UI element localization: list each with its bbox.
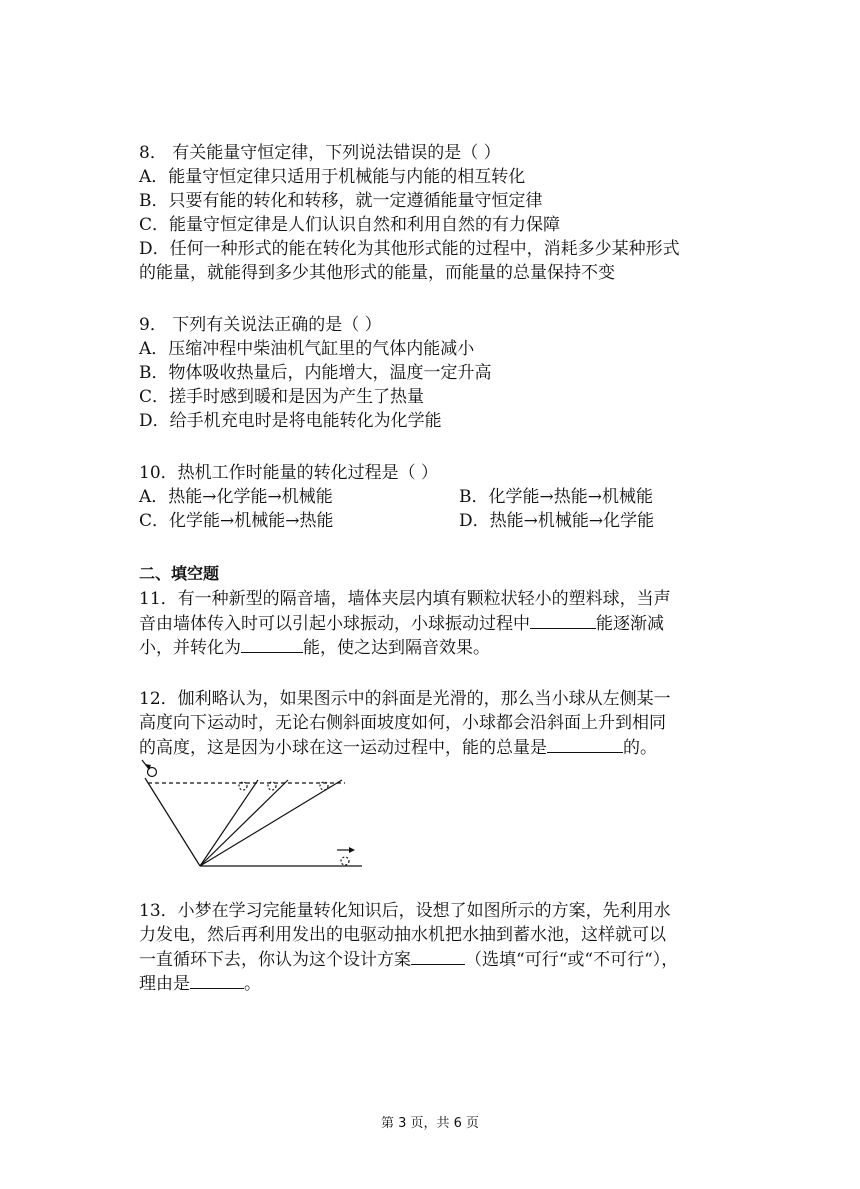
q10-option-a: A．热能→化学能→机械能 [139, 487, 333, 507]
q9-stem: 9． 下列有关说法正确的是（ ） [139, 315, 382, 335]
q10-option-b: B．化学能→热能→机械能 [459, 487, 653, 507]
q11-line2-text-b: 能逐渐减 [596, 614, 664, 634]
q12-line3-text-a: 的高度，这是因为小球在这一运动过程中，能的总量是 [139, 738, 547, 758]
q8-stem: 8． 有关能量守恒定律，下列说法错误的是（ ） [139, 143, 501, 163]
q11-line2 [139, 611, 664, 636]
ball-ghost-floor [341, 857, 349, 865]
q10-option-d: D．热能→机械能→化学能 [459, 511, 655, 531]
q11-blank-1 [530, 611, 596, 629]
q13-line4-text-a: 理由是 [139, 974, 190, 994]
q13-line2: 力发电，然后再利用发出的电驱动抽水机把水抽到蓄水池，这样就可以 [139, 925, 666, 945]
q9-option-d: D．给手机充电时是将电能转化为化学能 [139, 411, 442, 431]
q13-line3 [139, 947, 678, 972]
q13-line4-text-b: 。 [244, 974, 261, 994]
right-incline-medium [200, 780, 288, 866]
q12-line3 [139, 735, 657, 760]
q8-option-a: A．能量守恒定律只适用于机械能与内能的相互转化 [139, 167, 526, 187]
right-incline-steep [200, 780, 258, 866]
inclined-plane-figure [140, 758, 365, 870]
left-incline [145, 778, 200, 866]
q13-blank-1 [411, 947, 465, 965]
q12-line2: 高度向下运动时，无论右侧斜面坡度如何，小球都会沿斜面上升到相同 [139, 713, 666, 733]
q12-blank [547, 735, 623, 753]
q13-line4 [139, 971, 261, 996]
q11-line3-text-b: 能，使之达到隔音效果。 [303, 638, 490, 658]
q12-line1: 12．伽利略认为，如果图示中的斜面是光滑的，那么当小球从左侧某一 [139, 689, 671, 709]
q11-blank-2 [241, 635, 303, 653]
q10-option-c: C．化学能→机械能→热能 [139, 511, 334, 531]
q11-line3 [139, 635, 490, 660]
q8-option-d-line2: 的能量，就能得到多少其他形式的能量，而能量的总量保持不变 [139, 263, 615, 283]
q8-option-d-line1: D．任何一种形式的能在转化为其他形式能的过程中，消耗多少某种形式 [139, 239, 680, 259]
right-incline-gentle [200, 780, 342, 866]
q9-option-a: A．压缩冲程中柴油机气缸里的气体内能减小 [139, 339, 475, 359]
section-heading-fill-in: 二、填空题 [139, 564, 220, 583]
q8-option-b: B．只要有能的转化和转移，就一定遵循能量守恒定律 [139, 191, 543, 211]
q12-line3-text-b: 的。 [623, 738, 657, 758]
q13-line3-text-a: 一直循环下去，你认为这个设计方案 [139, 950, 411, 970]
q11-line2-text-a: 音由墙体传入时可以引起小球振动，小球振动过程中 [139, 614, 530, 634]
q13-line3-text-b: （选填“可行“或“不可行“）， [465, 950, 679, 970]
q13-blank-2 [190, 971, 244, 989]
q11-line3-text-a: 小，并转化为 [139, 638, 241, 658]
q13-line1: 13．小梦在学习完能量转化知识后，设想了如图所示的方案，先利用水 [139, 901, 671, 921]
q11-line1: 11．有一种新型的隔音墙，墙体夹层内填有颗粒状轻小的塑料球，当声 [139, 589, 671, 609]
floor-arrow-head [349, 847, 355, 853]
page-footer: 第 3 页，共 6 页 [380, 1116, 480, 1131]
q8-option-c: C．能量守恒定律是人们认识自然和利用自然的有力保障 [139, 215, 561, 235]
q10-stem: 10．热机工作时能量的转化过程是（ ） [139, 463, 439, 483]
q9-option-c: C．搓手时感到暖和是因为产生了热量 [139, 387, 425, 407]
q9-option-b: B．物体吸收热量后，内能增大，温度一定升高 [139, 363, 492, 383]
